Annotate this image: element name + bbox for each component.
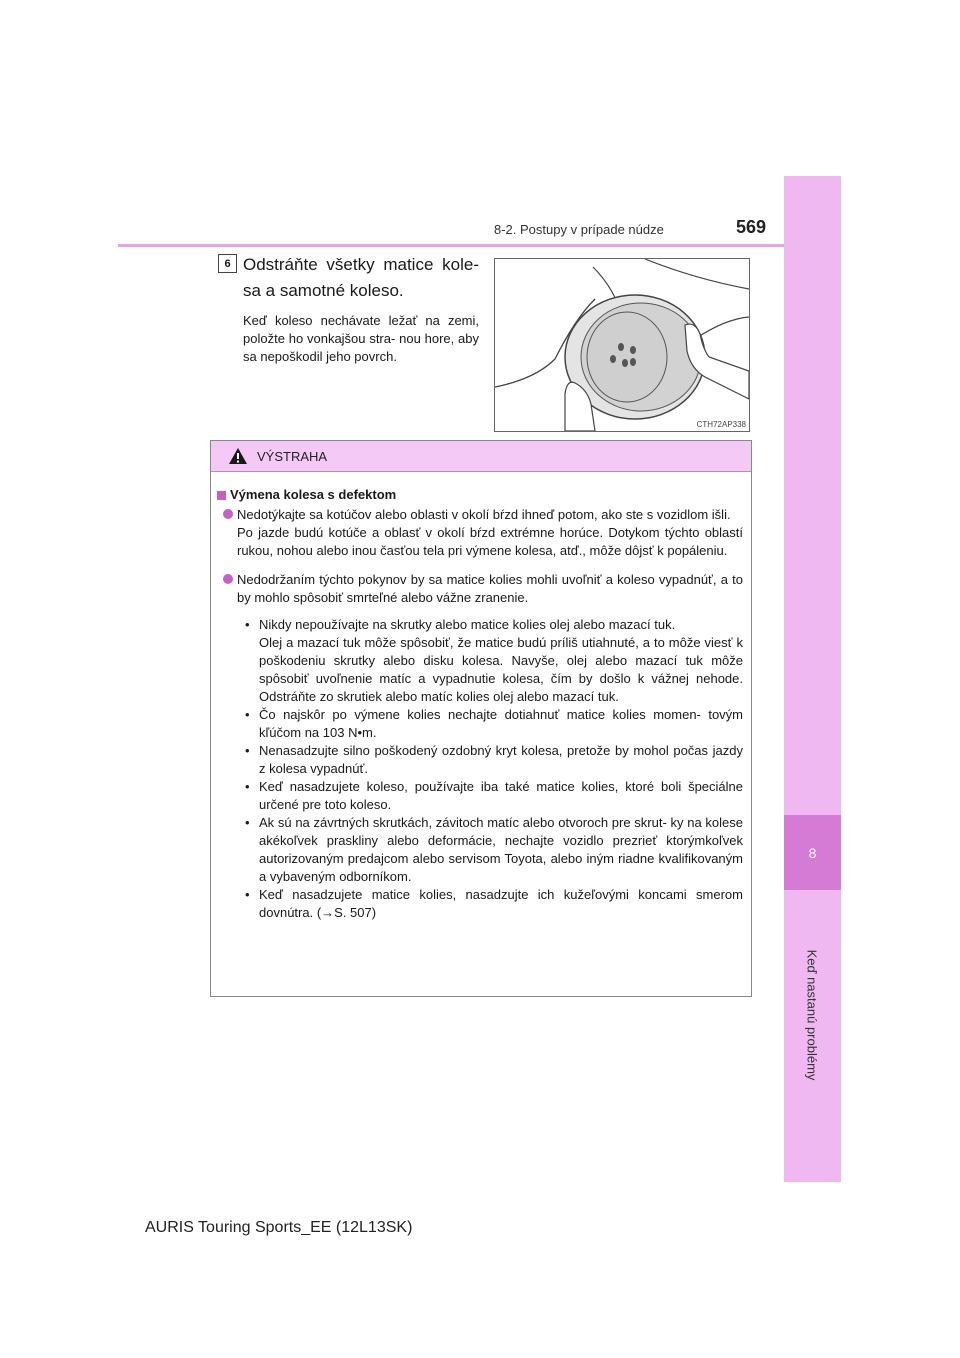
warning-header	[211, 441, 751, 472]
round-bullet-icon	[223, 574, 233, 584]
warning-body	[211, 472, 751, 996]
warning-section-title	[217, 486, 743, 504]
wheel-removal-illustration-icon	[495, 259, 749, 431]
step-title-line1: Odstráňte všetky matice kole-	[243, 255, 479, 274]
page-number: 569	[736, 217, 767, 237]
list-item	[217, 506, 743, 560]
sub-list-item: • Keď nasadzujete matice kolies, nasadzujte ich kužeľovými koncami smerom dovnútra. (→S. 507)	[245, 887, 743, 920]
section-title: 8-2. Postupy v prípade núdze	[494, 222, 664, 237]
sub5-text: Ak sú na závrtných skrutkách, závitoch matíc alebo otvoroch pre skrut- ky na kolese akékoľvek praskliny alebo deformácie, nechajte vozidlo prezrieť ktorýmkoľvek autorizovaným predajcom alebo servisom Toyota, alebo iným riadne kvalifikovaným a vybaveným odborníkom.	[259, 815, 743, 884]
wheel-illustration	[494, 258, 750, 432]
step-number: 6	[218, 254, 237, 273]
sub-list-item: • Nikdy nepoužívajte na skrutky alebo matice kolies olej alebo mazací tuk. Olej a mazací tuk môže spôsobiť, že matice budú príliš utiahnuté, a to môže viesť k poškodeniu skrutky alebo disku kolesa. Navyše, olej alebo mazací tuk môže spôsobiť uvoľnenie matíc a vypadnutie kolesa, čím by došlo k vážnej nehode. Odstráňte zo skrutiek alebo matíc kolies olej alebo mazací tuk.	[245, 617, 743, 704]
bullet2-text: Nedodržaním týchto pokynov by sa matice kolies mohli uvoľniť a koleso vypadnúť, a to by mohlo spôsobiť smrteľné alebo vážne zranenie.	[237, 572, 743, 605]
sub3-text: Nenasadzujte silno poškodený ozdobný kryt kolesa, pretože by mohol počas jazdy z kolesa vypadnúť.	[259, 743, 743, 776]
step-title-line2: sa a samotné koleso.	[243, 281, 404, 300]
sub-list-item: • Čo najskôr po výmene kolies nechajte dotiahnuť matice kolies momen- tovým kľúčom na 103 N•m.	[245, 707, 743, 740]
step-note: Keď koleso nechávate ležať na zemi, položte ho vonkajšou stra- nou hore, aby sa nepoškodil jeho povrch.	[243, 313, 479, 364]
sub1-paragraph1: Nikdy nepoužívajte na skrutky alebo matice kolies olej alebo mazací tuk.	[259, 617, 676, 632]
header-rule	[118, 244, 784, 247]
warning-triangle-icon	[228, 447, 248, 465]
sub4-text: Keď nasadzujete koleso, používajte iba také matice kolies, ktoré boli špeciálne určené pre toto koleso.	[259, 779, 743, 812]
sub-list-item: • Keď nasadzujete koleso, používajte iba také matice kolies, ktoré boli špeciálne určené pre toto koleso.	[245, 779, 743, 812]
sub-list-item: • Nenasadzujte silno poškodený ozdobný kryt kolesa, pretože by mohol počas jazdy z kolesa vypadnúť.	[245, 743, 743, 776]
chapter-title: Keď nastanú problémy	[804, 949, 820, 1081]
square-bullet-icon	[217, 491, 226, 500]
bullet1-paragraph1: Nedotýkajte sa kotúčov alebo oblasti v okolí bŕzd ihneď potom, ako ste s vozidlom išli.	[237, 507, 731, 522]
footer-model: AURIS Touring Sports_EE (12L13SK)	[145, 1219, 413, 1236]
bullet1-paragraph2: Po jazde budú kotúče a oblasť v okolí bŕzd extrémne horúce. Dotykom týchto oblastí rukou, nohou alebo inou časťou tela pri výmene kolesa, atď., môže dôjsť k popáleniu.	[237, 525, 743, 558]
warning-title: VÝSTRAHA	[257, 449, 328, 464]
chapter-number: 8	[784, 815, 841, 890]
sub6-text: Keď nasadzujete matice kolies, nasadzujte ich kužeľovými koncami smerom dovnútra. (→S. 507)	[259, 887, 743, 920]
list-item	[217, 571, 743, 607]
sub-list-item: • Ak sú na závrtných skrutkách, závitoch matíc alebo otvoroch pre skrut- ky na kolese akékoľvek praskliny alebo deformácie, nechajte vozidlo prezrieť ktorýmkoľvek autorizovaným predajcom alebo servisom Toyota, alebo iným riadne kvalifikovaným a vybaveným odborníkom.	[245, 815, 743, 884]
warning-box	[210, 440, 752, 997]
warning-section-title-text: Výmena kolesa s defektom	[230, 487, 397, 502]
figure-code: CTH72AP338	[696, 420, 746, 429]
sub1-paragraph2: Olej a mazací tuk môže spôsobiť, že matice budú príliš utiahnuté, a to môže viesť k poškodeniu skrutky alebo disku kolesa. Navyše, olej alebo mazací tuk môže spôsobiť uvoľnenie matíc a vypadnutie kolesa, čím by došlo k vážnej nehode. Odstráňte zo skrutiek alebo matíc kolies olej alebo mazací tuk.	[259, 635, 743, 704]
round-bullet-icon	[223, 509, 233, 519]
sub2-text: Čo najskôr po výmene kolies nechajte dotiahnuť matice kolies momen- tovým kľúčom na 103 N•m.	[259, 707, 743, 740]
